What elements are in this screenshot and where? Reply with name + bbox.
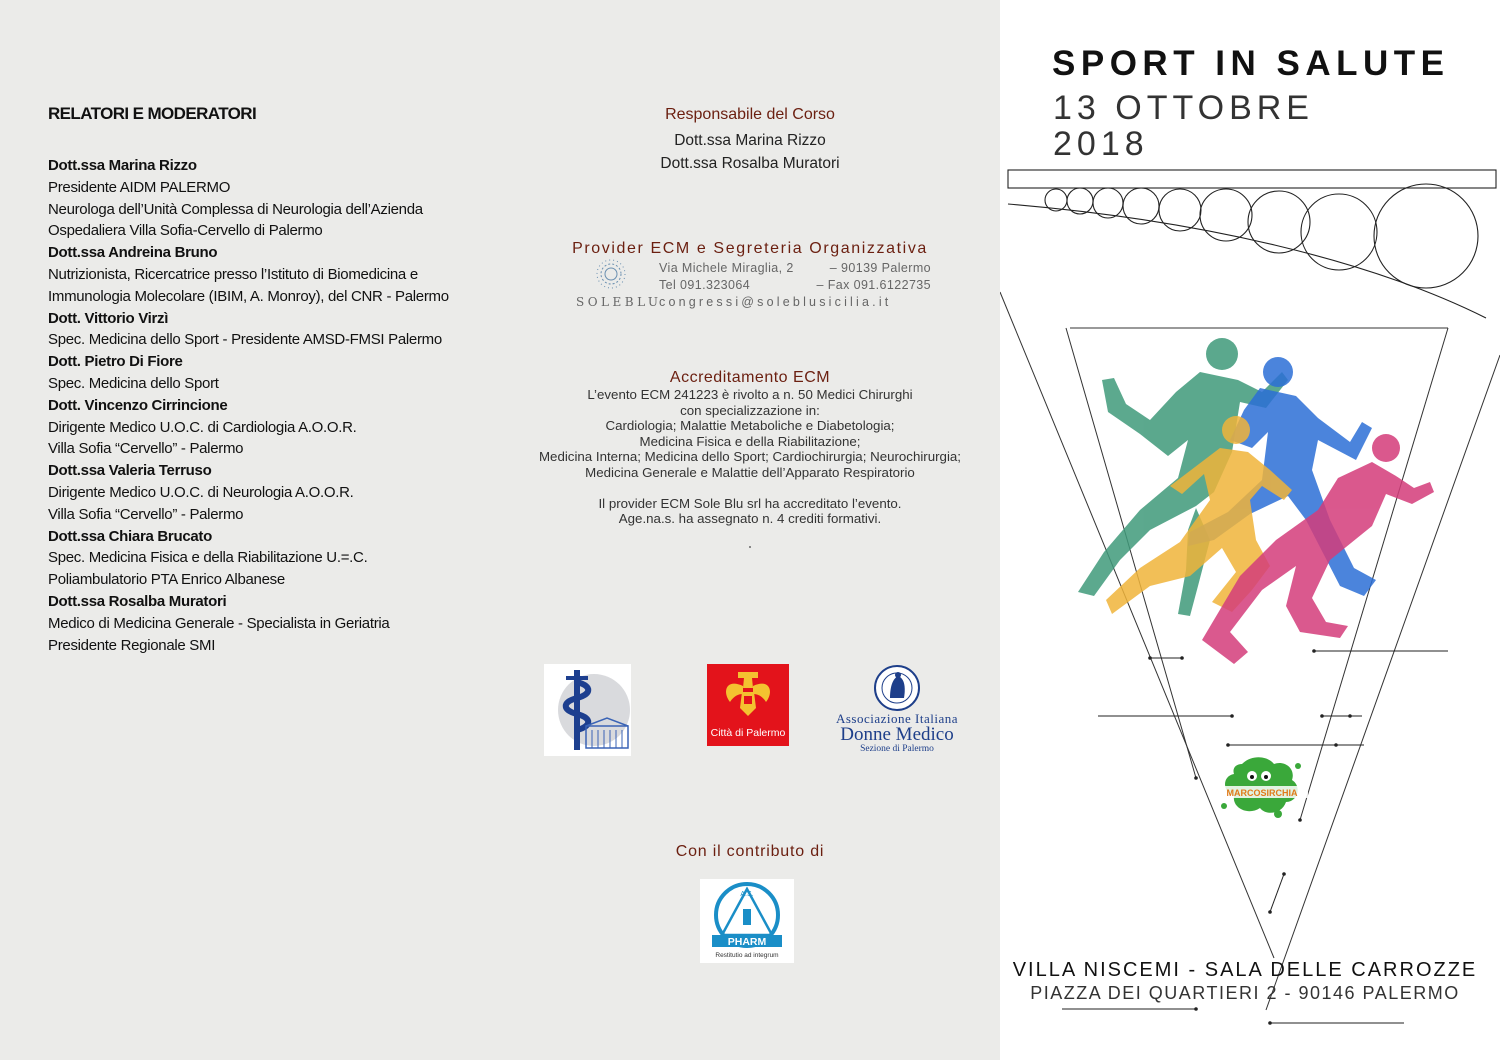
speaker-role: Presidente Regionale SMI	[48, 636, 216, 654]
accr-line: Medicina Generale e Malattie dell’Apparato Respiratorio	[585, 464, 915, 480]
fax: – Fax 091.6122735	[816, 278, 931, 292]
speakers-list	[48, 155, 488, 656]
accreditamento-title: Accreditamento ECM	[669, 369, 831, 386]
divider-dot	[749, 546, 751, 548]
speaker-role: Immunologia Molecolare (IBIM, A. Monroy), del CNR - Palermo	[48, 287, 449, 305]
soleblu-logo	[572, 259, 662, 317]
speakers-heading: RELATORI E MODERATORI	[48, 104, 257, 123]
speaker-name: Dott. Vittorio Virzì	[48, 309, 169, 327]
speaker-role: Dirigente Medico U.O.C. di Neurologia A.O.O.R.	[48, 483, 354, 501]
splat-mascot-icon	[1212, 750, 1312, 820]
bridge-circle	[1093, 188, 1123, 218]
pharm-text: PHARM	[727, 936, 767, 948]
speaker-role: Spec. Medicina dello Sport - Presidente AMSD-FMSI Palermo	[48, 331, 442, 349]
accr-line: L’evento ECM 241223 è rivolto a n. 50 Medici Chirurghi	[587, 387, 913, 402]
bridge-circle	[1045, 189, 1067, 211]
bridge-arch	[1008, 204, 1486, 318]
bridge-circle	[1159, 189, 1201, 231]
cover-illustration	[1000, 0, 1500, 1060]
event-date-line1: 13 OTTOBRE	[1053, 89, 1314, 127]
pharm-top: A.S.	[740, 891, 754, 898]
tel: Tel 091.323064	[659, 278, 751, 292]
aidm-line1: Associazione Italiana	[835, 711, 959, 726]
soleblu-text: SOLEBLU	[576, 295, 662, 309]
bridge-circle	[1200, 189, 1252, 241]
event-title: SPORT IN SALUTE	[1052, 44, 1450, 83]
accr-line: Age.na.s. ha assegnato n. 4 crediti formativi.	[618, 511, 882, 526]
citta-di-palermo-text: Città di Palermo	[710, 727, 786, 739]
accr-spacer	[520, 480, 980, 496]
address: Via Michele Miraglia, 2	[659, 261, 794, 275]
speaker-role: Poliambulatorio PTA Enrico Albanese	[48, 571, 285, 589]
accr-line: con specializzazione in:	[680, 402, 820, 418]
caduceus-logo	[544, 664, 631, 756]
contact-phone	[659, 277, 931, 294]
pharm-subtitle: Restitutio ad integrum	[715, 952, 779, 959]
marcosirchia-text: MARCOSIRCHIA	[1226, 788, 1298, 798]
accr-line: Il provider ECM Sole Blu srl ha accreditato l’evento.	[598, 495, 902, 511]
speaker-role: Presidente AIDM PALERMO	[48, 178, 231, 196]
speaker-role: Villa Sofia “Cervello” - Palermo	[48, 440, 244, 458]
contact-address	[659, 260, 931, 277]
marcosirchia-logo	[1212, 750, 1312, 820]
responsabile-names	[520, 129, 980, 175]
provider-block	[572, 259, 932, 317]
speaker-role: Ospedaliera Villa Sofia-Cervello di Palermo	[48, 222, 323, 240]
venue-line1: VILLA NISCEMI - SALA DELLE CARROZZE	[1012, 959, 1478, 981]
as-pharm-logo	[700, 879, 794, 963]
sun-icon	[572, 259, 652, 299]
speaker-role: Medico di Medicina Generale - Specialista in Geriatria	[48, 614, 390, 632]
aidm-medallion-icon	[822, 664, 972, 712]
event-date-line2: 2018	[1053, 125, 1149, 163]
speaker-role: Neurologa dell’Unità Complessa di Neurologia dell’Azienda	[48, 200, 423, 218]
speaker-name: Dott.ssa Valeria Terruso	[48, 462, 212, 480]
caduceus-icon	[544, 664, 631, 756]
eagle-crest-icon	[707, 664, 789, 724]
accr-line: Cardiologia; Malattie Metaboliche e Diabetologia;	[605, 418, 895, 433]
speaker-name: Dott. Pietro Di Fiore	[48, 353, 183, 371]
bridge-circle	[1374, 184, 1478, 288]
speaker-name: Dott.ssa Rosalba Muratori	[48, 592, 227, 610]
speaker-role: Dirigente Medico U.O.C. di Cardiologia A.O.O.R.	[48, 418, 357, 436]
citta-di-palermo-logo	[707, 664, 789, 746]
pharm-triangle-icon	[700, 879, 794, 963]
accr-line: Medicina Interna; Medicina dello Sport; Cardiochirurgia; Neurochirurgia;	[538, 449, 961, 464]
speaker-name: Dott. Vincenzo Cirrincione	[48, 396, 228, 414]
address-city: – 90139 Palermo	[829, 261, 931, 275]
bridge-circle	[1123, 188, 1159, 224]
contributo-title: Con il contributo di	[675, 843, 825, 860]
speaker-name: Dott.ssa Andreina Bruno	[48, 244, 218, 262]
speaker-role: Spec. Medicina dello Sport	[48, 374, 219, 392]
runners-illustration	[1078, 338, 1434, 664]
contact-email[interactable]: congressi@soleblusicilia.it	[659, 295, 892, 309]
aidm-line3: Sezione di Palermo	[860, 744, 934, 754]
bridge-circle	[1067, 188, 1093, 214]
venue-line2: PIAZZA DEI QUARTIERI 2 - 90146 PALERMO	[1030, 983, 1460, 1003]
responsabile-name: Dott.ssa Marina Rizzo	[674, 132, 826, 149]
bridge-circle	[1248, 191, 1310, 253]
bridge-icon	[1008, 170, 1496, 318]
bridge-deck	[1008, 170, 1496, 188]
provider-title: Provider ECM e Segreteria Organizzativa	[572, 240, 928, 257]
responsabile-name: Dott.ssa Rosalba Muratori	[660, 155, 840, 172]
speaker-name: Dott.ssa Marina Rizzo	[48, 157, 197, 174]
accreditamento-body	[520, 387, 980, 527]
bridge-circle	[1301, 194, 1377, 270]
speaker-role: Villa Sofia “Cervello” - Palermo	[48, 505, 244, 523]
speaker-role: Nutrizionista, Ricercatrice presso l’Istituto di Biomedicina e	[48, 265, 418, 283]
accr-line: Medicina Fisica e della Riabilitazione;	[639, 433, 861, 449]
responsabile-title: Responsabile del Corso	[665, 106, 835, 123]
speaker-role: Spec. Medicina Fisica e della Riabilitazione U.=.C.	[48, 549, 368, 567]
aidm-line2: Donne Medico	[840, 724, 954, 745]
aidm-logo	[822, 664, 972, 756]
speaker-name: Dott.ssa Chiara Brucato	[48, 527, 212, 545]
